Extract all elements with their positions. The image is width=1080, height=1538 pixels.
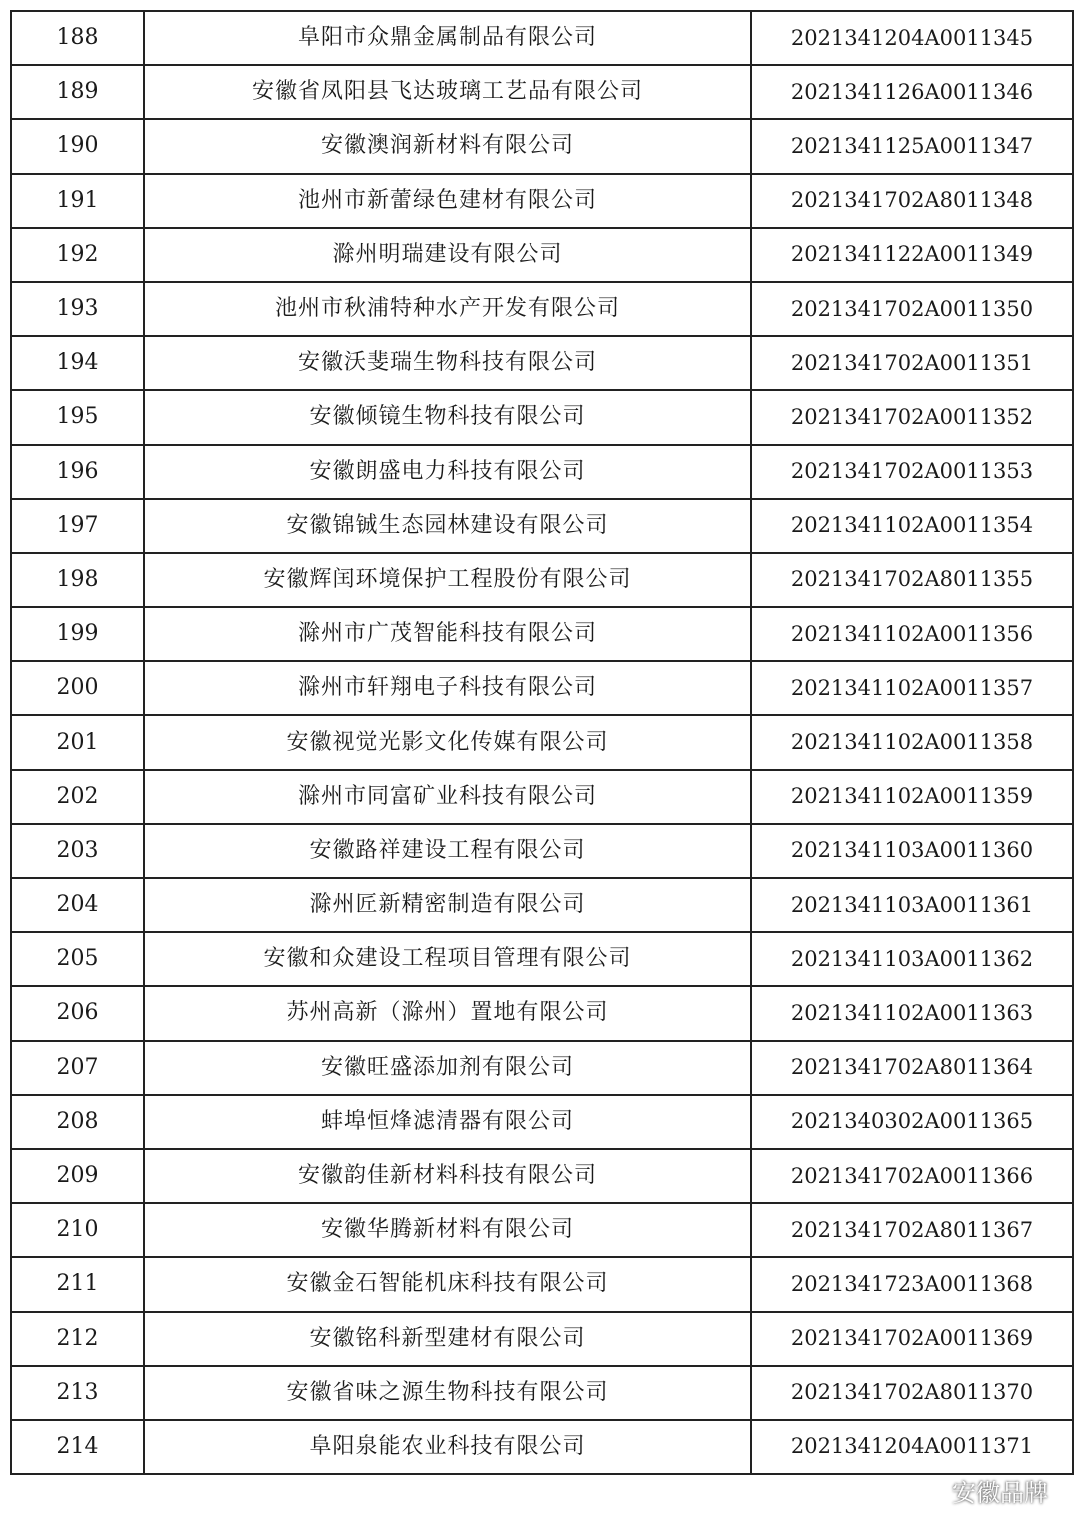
registration-code-cell: 2021341702A8011355	[751, 553, 1073, 607]
registration-code-cell: 2021341702A0011350	[751, 282, 1073, 336]
registration-code-cell: 2021341126A0011346	[751, 65, 1073, 119]
registration-code-cell: 2021341102A0011359	[751, 770, 1073, 824]
registration-code-cell: 2021341702A0011369	[751, 1312, 1073, 1366]
row-number-cell: 213	[11, 1366, 144, 1420]
table-row	[11, 878, 1073, 932]
company-name-cell: 安徽韵佳新材料科技有限公司	[144, 1149, 751, 1203]
table-row	[11, 499, 1073, 553]
registration-code-cell: 2021340302A0011365	[751, 1095, 1073, 1149]
watermark-text: 安徽品牌	[952, 1479, 1048, 1507]
registration-code-cell: 2021341103A0011361	[751, 878, 1073, 932]
company-name-cell: 安徽澳润新材料有限公司	[144, 119, 751, 173]
registration-code-cell: 2021341122A0011349	[751, 228, 1073, 282]
company-name-cell: 蚌埠恒烽滤清器有限公司	[144, 1095, 751, 1149]
table-row	[11, 770, 1073, 824]
row-number-cell: 203	[11, 824, 144, 878]
registration-code-cell: 2021341702A0011353	[751, 445, 1073, 499]
registration-code-cell: 2021341103A0011362	[751, 932, 1073, 986]
company-list-table-container	[10, 10, 1070, 1475]
row-number-cell: 207	[11, 1041, 144, 1095]
row-number-cell: 193	[11, 282, 144, 336]
table-row	[11, 607, 1073, 661]
registration-code-cell: 2021341702A0011351	[751, 336, 1073, 390]
company-name-cell: 安徽路祥建设工程有限公司	[144, 824, 751, 878]
row-number-cell: 192	[11, 228, 144, 282]
registration-code-cell: 2021341102A0011358	[751, 715, 1073, 769]
table-row	[11, 1420, 1073, 1474]
row-number-cell: 209	[11, 1149, 144, 1203]
company-name-cell: 安徽沃斐瑞生物科技有限公司	[144, 336, 751, 390]
company-name-cell: 安徽朗盛电力科技有限公司	[144, 445, 751, 499]
table-row	[11, 986, 1073, 1040]
company-name-cell: 安徽锦铖生态园林建设有限公司	[144, 499, 751, 553]
table-row	[11, 1312, 1073, 1366]
table-row	[11, 1257, 1073, 1311]
row-number-cell: 197	[11, 499, 144, 553]
company-name-cell: 安徽辉闰环境保护工程股份有限公司	[144, 553, 751, 607]
row-number-cell: 195	[11, 390, 144, 444]
registration-code-cell: 2021341204A0011345	[751, 11, 1073, 65]
registration-code-cell: 2021341702A8011370	[751, 1366, 1073, 1420]
table-row	[11, 174, 1073, 228]
company-name-cell: 安徽视觉光影文化传媒有限公司	[144, 715, 751, 769]
row-number-cell: 198	[11, 553, 144, 607]
row-number-cell: 194	[11, 336, 144, 390]
row-number-cell: 190	[11, 119, 144, 173]
table-row	[11, 715, 1073, 769]
registration-code-cell: 2021341702A8011364	[751, 1041, 1073, 1095]
table-body	[11, 11, 1073, 1474]
table-row	[11, 1149, 1073, 1203]
table-row	[11, 11, 1073, 65]
registration-code-cell: 2021341102A0011363	[751, 986, 1073, 1040]
row-number-cell: 214	[11, 1420, 144, 1474]
company-name-cell: 苏州高新（滁州）置地有限公司	[144, 986, 751, 1040]
company-name-cell: 滁州市轩翔电子科技有限公司	[144, 661, 751, 715]
watermark	[914, 1473, 1048, 1508]
company-name-cell: 阜阳泉能农业科技有限公司	[144, 1420, 751, 1474]
row-number-cell: 202	[11, 770, 144, 824]
company-name-cell: 阜阳市众鼎金属制品有限公司	[144, 11, 751, 65]
table-row	[11, 932, 1073, 986]
registration-code-cell: 2021341702A8011367	[751, 1203, 1073, 1257]
table-row	[11, 282, 1073, 336]
row-number-cell: 200	[11, 661, 144, 715]
company-name-cell: 安徽倾镜生物科技有限公司	[144, 390, 751, 444]
registration-code-cell: 2021341204A0011371	[751, 1420, 1073, 1474]
registration-code-cell: 2021341702A0011352	[751, 390, 1073, 444]
row-number-cell: 196	[11, 445, 144, 499]
company-name-cell: 滁州明瑞建设有限公司	[144, 228, 751, 282]
table-row	[11, 661, 1073, 715]
company-name-cell: 安徽旺盛添加剂有限公司	[144, 1041, 751, 1095]
registration-code-cell: 2021341103A0011360	[751, 824, 1073, 878]
registration-code-cell: 2021341102A0011356	[751, 607, 1073, 661]
company-name-cell: 安徽华腾新材料有限公司	[144, 1203, 751, 1257]
row-number-cell: 208	[11, 1095, 144, 1149]
table-row	[11, 65, 1073, 119]
registration-code-cell: 2021341702A0011366	[751, 1149, 1073, 1203]
company-name-cell: 安徽省凤阳县飞达玻璃工艺品有限公司	[144, 65, 751, 119]
table-row	[11, 390, 1073, 444]
company-name-cell: 池州市新蕾绿色建材有限公司	[144, 174, 751, 228]
registration-code-cell: 2021341125A0011347	[751, 119, 1073, 173]
table-row	[11, 553, 1073, 607]
company-name-cell: 滁州市广茂智能科技有限公司	[144, 607, 751, 661]
row-number-cell: 206	[11, 986, 144, 1040]
table-row	[11, 1366, 1073, 1420]
company-list-table	[10, 10, 1074, 1475]
company-name-cell: 滁州匠新精密制造有限公司	[144, 878, 751, 932]
row-number-cell: 201	[11, 715, 144, 769]
row-number-cell: 191	[11, 174, 144, 228]
table-row	[11, 336, 1073, 390]
row-number-cell: 204	[11, 878, 144, 932]
table-row	[11, 445, 1073, 499]
registration-code-cell: 2021341702A8011348	[751, 174, 1073, 228]
table-row	[11, 1203, 1073, 1257]
company-name-cell: 安徽铭科新型建材有限公司	[144, 1312, 751, 1366]
table-row	[11, 119, 1073, 173]
table-row	[11, 1095, 1073, 1149]
registration-code-cell: 2021341102A0011357	[751, 661, 1073, 715]
company-name-cell: 滁州市同富矿业科技有限公司	[144, 770, 751, 824]
table-row	[11, 228, 1073, 282]
company-name-cell: 安徽金石智能机床科技有限公司	[144, 1257, 751, 1311]
company-name-cell: 池州市秋浦特种水产开发有限公司	[144, 282, 751, 336]
row-number-cell: 211	[11, 1257, 144, 1311]
company-name-cell: 安徽和众建设工程项目管理有限公司	[144, 932, 751, 986]
wechat-channel-icon	[914, 1479, 944, 1503]
row-number-cell: 199	[11, 607, 144, 661]
company-name-cell: 安徽省味之源生物科技有限公司	[144, 1366, 751, 1420]
row-number-cell: 210	[11, 1203, 144, 1257]
registration-code-cell: 2021341102A0011354	[751, 499, 1073, 553]
table-row	[11, 1041, 1073, 1095]
row-number-cell: 188	[11, 11, 144, 65]
row-number-cell: 212	[11, 1312, 144, 1366]
row-number-cell: 189	[11, 65, 144, 119]
row-number-cell: 205	[11, 932, 144, 986]
registration-code-cell: 2021341723A0011368	[751, 1257, 1073, 1311]
table-row	[11, 824, 1073, 878]
